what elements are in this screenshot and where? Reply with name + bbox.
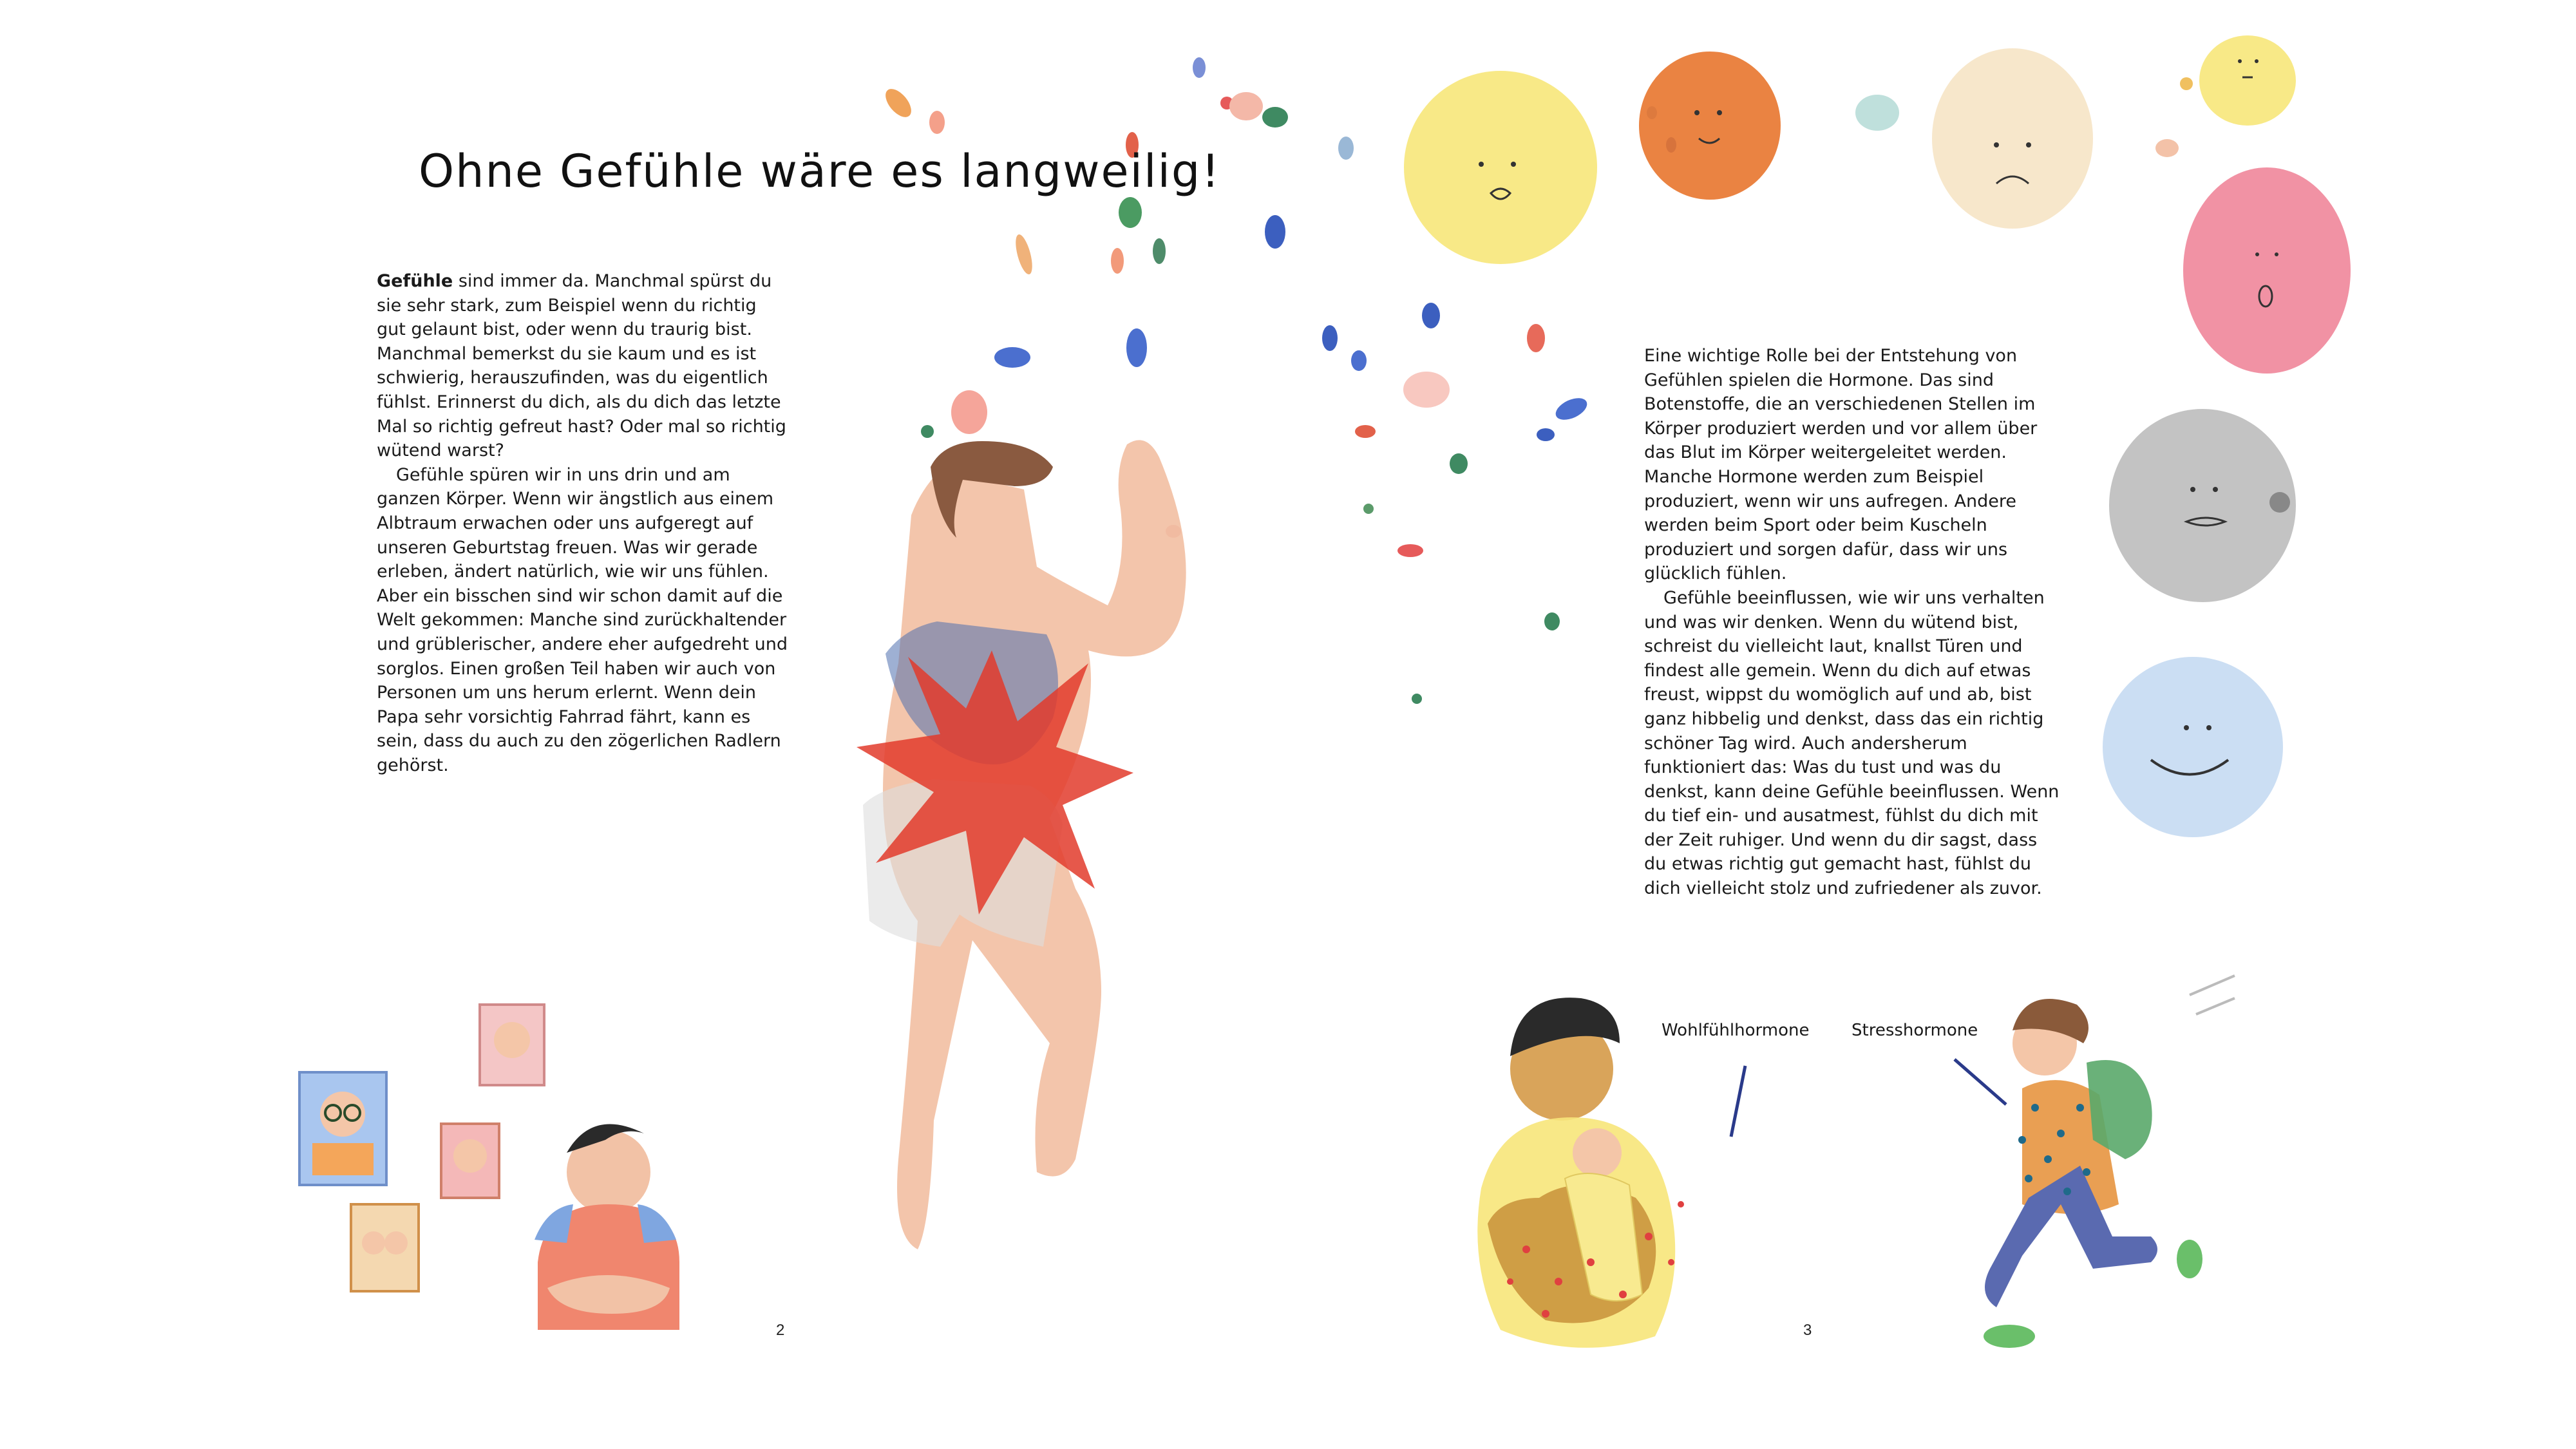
bold-keyword: Gefühle (377, 271, 453, 291)
parent-with-baby-illustration (1477, 998, 1745, 1348)
page-title: Ohne Gefühle wäre es langweilig! (419, 145, 1221, 198)
right-paragraph-2: Gefühle beeinflussen, wie wir uns verhalten und was wir denken. Wenn du wütend bist, schreist du vielleicht laut, knallst Türen und findest alle gemein. Wenn du dich auf etwas freust, wippst du womöglich auf und ab, bist ganz hibbelig und denkst, dass das ein richtig schöner Tag wird. Auch andersherum funktioniert das: Was du tust und was du denkst, kann deine Gefühle beeinflussen. Wenn du tief ein- und ausatmest, fühlst du dich mit der Zeit ruhiger. Und wenn du dir sagst, dass du etwas richtig gut gemacht hast, fühlst du dich vielleicht stolz und zufriedener als zuvor. (1644, 587, 2060, 899)
running-kid-illustration (1955, 976, 2235, 1348)
page-number-left: 2 (776, 1321, 785, 1339)
left-paragraph-2: Gefühle spüren wir in uns drin und am ganzen Körper. Wenn wir ängstlich aus einem Albtraum erwachen oder uns aufgeregt auf unseren Geburtstag freuen. Was wir gerade erleben, ändert natürlich, wie wir uns fühlen. Aber ein bisschen sind wir schon damit auf die Welt gekommen: Manche sind zurückhaltender und grüblerischer, andere eher aufgedreht und sorglos. Einen großen Teil haben wir auch von Personen um uns herum erlernt. Wenn dein Papa sehr vorsichtig Fahrrad fährt, kann es sein, dass du auch zu den zögerlichen Radlern gehörst. (377, 464, 788, 775)
family-portraits-illustration (299, 1005, 679, 1330)
pink-face (2183, 167, 2351, 374)
grey-face (2109, 409, 2296, 602)
angry-person-illustration (857, 440, 1186, 1249)
right-text-column (1644, 344, 2063, 901)
cream-face (1932, 48, 2093, 229)
blue-face (2103, 657, 2283, 837)
yellow-face (1404, 71, 1597, 264)
wohlfuehlhormone-label: Wohlfühlhormone (1662, 1021, 1810, 1040)
left-text-column (377, 269, 789, 777)
right-paragraph-1: Eine wichtige Rolle bei der Entstehung von Gefühlen spielen die Hormone. Das sind Botenstoffe, die an verschiedenen Stellen im Körper produziert werden und vor allem über das Blut im Körper weitergeleitet werden. Manche Hormone werden zum Beispiel produziert, wenn wir uns aufregen. Andere werden beim Sport oder beim Kuscheln produziert und sorgen dafür, dass wir uns glücklich fühlen. (1644, 346, 2038, 584)
orange-face (1639, 52, 1781, 200)
left-paragraph-1 (377, 269, 789, 463)
left-paragraph-1-text: sind immer da. Manchmal spürst du sie sehr stark, zum Beispiel wenn du richtig gut gelaunt bist, oder wenn du traurig bist. Manchmal bemerkst du sie kaum und es ist schwierig, herauszufinden, was du eigentlich fühlst. Erinnerst du dich, als du dich das letzte Mal so richtig gefreut hast? Oder mal so richtig wütend warst? (377, 271, 786, 461)
stresshormone-label: Stresshormone (1852, 1021, 1978, 1040)
small-yellow-face (2199, 35, 2296, 126)
arms-crossed-person (535, 1124, 679, 1330)
page-number-right: 3 (1803, 1321, 1812, 1339)
